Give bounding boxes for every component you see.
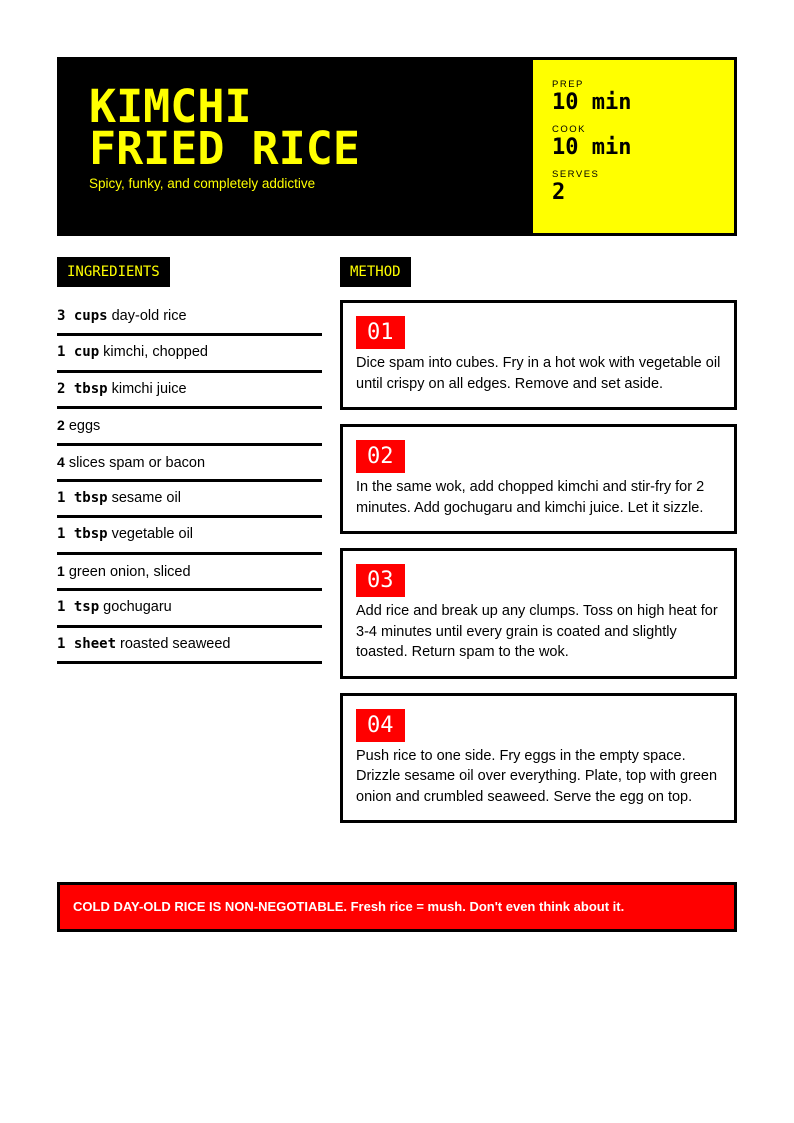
ingredient-name: gochugaru [99,599,172,616]
step-number-badge: 02 [356,440,405,473]
method-step [340,693,737,824]
ingredient-item [57,409,322,445]
ingredient-name: kimchi juice [107,380,187,397]
ingredient-item [57,628,322,664]
ingredient-qty: 1 cup [57,344,100,361]
cook-value: 10 min [552,135,632,160]
ingredient-qty: 1 tbsp [57,489,108,506]
prep-value: 10 min [552,90,632,115]
step-text: Push rice to one side. Fry eggs in the empty space. Drizzle sesame oil over everything. Plate, top with green onion and crumbled seaweed. Serve the egg on top. [356,747,718,805]
ingredient-item [57,555,322,591]
prep-label: PREP [552,79,584,90]
ingredient-qty: 2 [57,417,65,434]
ingredient-name: vegetable oil [107,526,194,543]
ingredient-qty: 3 cups [57,308,108,324]
ingredients-list [57,300,322,664]
ingredients-heading: INGREDIENTS [57,257,170,287]
ingredient-item [57,482,322,518]
cook-label: COOK [552,124,586,135]
ingredient-name: roasted seaweed [116,635,231,652]
recipe-meta [533,60,734,233]
recipe-subtitle: Spicy, funky, and completely addictive [89,176,316,191]
ingredient-name: day-old rice [107,308,187,324]
ingredient-qty: 1 tsp [57,599,100,616]
step-text: Dice spam into cubes. Fry in a hot wok with vegetable oil until crispy on all edges. Remove and set aside. [356,355,721,392]
ingredient-name: green onion, sliced [64,563,191,580]
recipe-header [57,57,737,236]
ingredient-qty: 4 [57,453,65,470]
ingredient-qty: 1 sheet [57,635,117,652]
ingredient-item [57,591,322,627]
step-number-badge: 01 [356,316,405,349]
step-number-badge: 04 [356,709,405,742]
ingredient-item [57,373,322,409]
method-step [340,548,737,679]
step-number-badge: 03 [356,564,405,597]
ingredient-name: sesame oil [107,489,181,506]
ingredient-item [57,518,322,554]
title-block [60,60,533,233]
ingredient-qty: 2 tbsp [57,380,108,397]
method-step [340,300,737,410]
ingredient-item [57,300,322,336]
recipe-title-line-1: KIMCHI [89,80,252,133]
ingredient-name: slices spam or bacon [64,454,206,471]
ingredient-name: kimchi, chopped [99,344,208,361]
method-steps [340,300,737,837]
step-text: Add rice and break up any clumps. Toss on high heat for 3-4 minutes until every grain is coated and slightly toasted. Return spam to the wok. [356,603,718,660]
serves-value: 2 [552,180,566,205]
method-heading: METHOD [340,257,411,287]
warning-note: COLD DAY-OLD RICE IS NON-NEGOTIABLE. Fresh rice = mush. Don't even think about it. [57,882,737,932]
serves-label: SERVES [552,169,600,180]
ingredient-name: eggs [64,418,101,435]
step-text: In the same wok, add chopped kimchi and stir-fry for 2 minutes. Add gochugaru and kimchi juice. Let it sizzle. [356,479,705,516]
method-step [340,424,737,534]
ingredient-qty: 1 tbsp [57,526,108,543]
recipe-title-line-2: FRIED RICE [89,122,360,175]
ingredient-item [57,446,322,482]
ingredient-qty: 1 [57,562,65,579]
ingredient-item [57,336,322,372]
